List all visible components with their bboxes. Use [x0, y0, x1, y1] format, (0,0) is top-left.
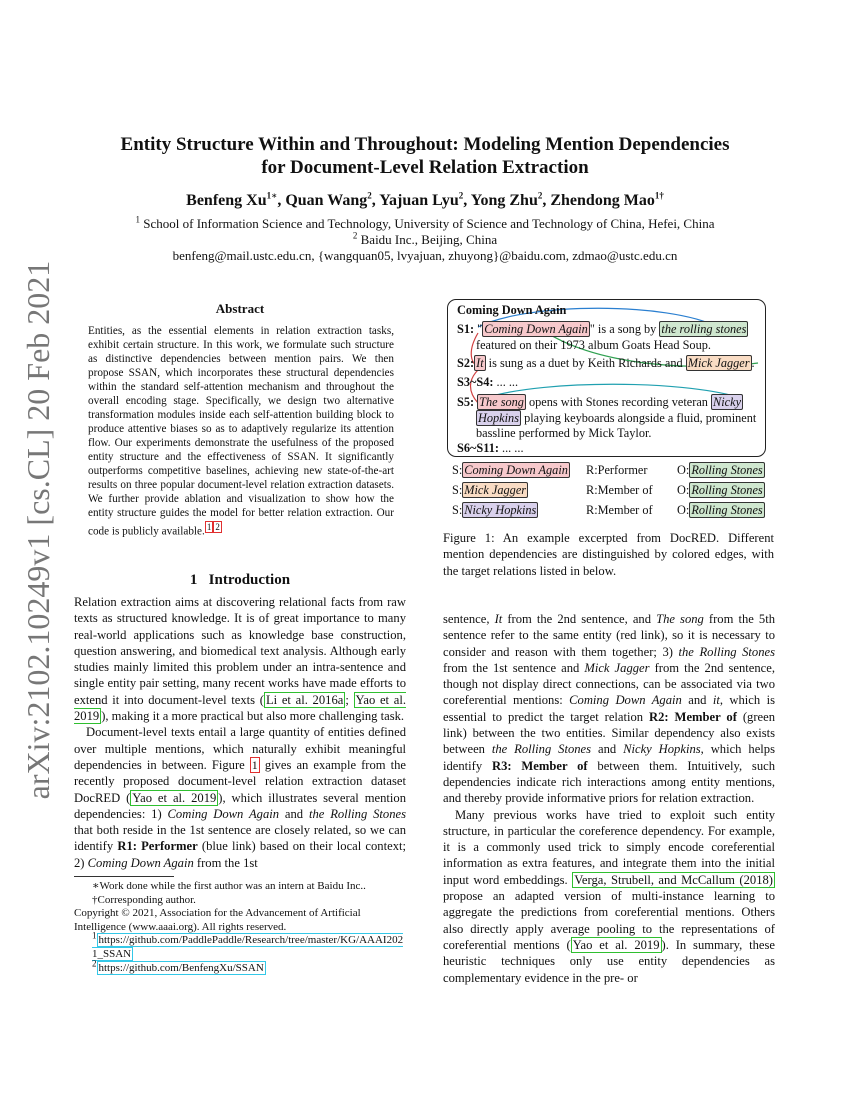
mention-the-song: The song: [479, 395, 524, 409]
object: Rolling Stones: [691, 483, 763, 497]
section-number: 1: [189, 572, 198, 588]
text: Many previous works have tried to exploit such entity structure, in particular the coreference dependency. For example, it is a commonly used trick to simply encode coreferential information as extra features, and integrate them into the initial input word embeddings.: [443, 807, 775, 887]
intro-paragraph-1: [74, 594, 406, 724]
relation-label: R:Member of: [586, 483, 653, 497]
relation-object: [677, 503, 765, 518]
text: and: [591, 742, 624, 757]
figure-ref[interactable]: 1: [251, 757, 258, 772]
footnote-2: [74, 957, 406, 976]
author-sup: 2: [367, 190, 372, 201]
footnote-star: ∗Work done while the first author was an intern at Baidu Inc..: [92, 880, 366, 892]
citation-verga[interactable]: Verga, Strubell, and McCallum (2018): [574, 872, 773, 887]
text: ;: [345, 692, 354, 707]
text: is sung as a duet by Keith Richards and: [485, 356, 686, 370]
email-line: benfeng@mail.ustc.edu.cn, {wangquan05, lvyajuan, zhuyong}@baidu.com, zdmao@ustc.edu.cn: [172, 248, 678, 263]
footnote-1-url[interactable]: https://github.com/PaddlePaddle/Research/tree/master/KG/AAAI2021_SSAN: [92, 934, 404, 960]
relation-row: [452, 503, 538, 518]
text: Relation extraction aims at discovering relational facts from raw texts as structured knowledge. It is of great importance to many real-world applications such as knowledge base construction, question answering, and biomedical text analysis. Although early studies mainly limited this problem under an intra-sentence and single entity pair setting, many recent works have made efforts to extend it into document-level texts (: [74, 595, 406, 707]
text: , which helps identify: [443, 742, 775, 773]
author-sup: 2: [537, 190, 543, 201]
relation-label: R:Performer: [586, 463, 648, 477]
text: Coming Down Again: [167, 806, 280, 821]
relation-row: [452, 463, 570, 478]
footnote-dagger: †Corresponding author.: [92, 893, 196, 906]
figure-s1: [457, 322, 748, 338]
object: Rolling Stones: [691, 503, 763, 517]
figure-s6: [457, 441, 524, 457]
text: ... ...: [498, 441, 524, 455]
abstract-body: [88, 324, 394, 539]
footnote-rule: [74, 876, 174, 877]
text: .: [751, 356, 755, 370]
text: gives an example from the recently proposed document-level relation extraction dataset DocRED (: [74, 757, 406, 805]
text: S:: [452, 463, 463, 477]
text: Mick Jagger: [584, 660, 650, 675]
citation-yao[interactable]: Yao et al. 2019: [74, 692, 406, 724]
figure-s5-cont-2: bassline performed by Mick Taylor.: [476, 426, 652, 440]
citation-yao[interactable]: Yao et al. 2019: [132, 790, 217, 805]
text: and: [681, 693, 713, 708]
author: Benfeng Xu: [186, 192, 267, 209]
text: ). In summary, these heuristic techniques only use entity dependencies as complementary evidence in the pre- or: [443, 937, 775, 985]
mention-rolling-stones: the rolling stones: [661, 322, 747, 336]
text: the Rolling Stones: [308, 806, 406, 821]
relation-object: [677, 483, 765, 498]
text: playing keyboards alongside a fluid, prominent: [521, 411, 757, 425]
text: from the 1st: [193, 855, 258, 870]
text: O:: [677, 483, 690, 497]
text: ), making it a more practical but also more challenging task.: [101, 709, 405, 724]
text: S:: [452, 503, 463, 517]
text: (blue link) based on their local context; 2): [74, 839, 406, 870]
right-paragraph-2: [443, 807, 775, 986]
text: sentence,: [443, 612, 495, 626]
figure-1-box: [447, 299, 766, 457]
text: from the 1st sentence and: [443, 660, 585, 675]
mention-mick-jagger: Mick Jagger: [687, 356, 750, 370]
text: from the 2nd sentence, and: [502, 612, 657, 626]
arxiv-sidebar-id: arXiv:2102.10249v1 [cs.CL] 20 Feb 2021: [20, 260, 56, 800]
figure-s1-cont: featured on their 1973 album Goats Head Soup.: [476, 338, 711, 352]
text: O:: [677, 463, 690, 477]
aff-sup: 2: [352, 230, 358, 241]
subject: Coming Down Again: [464, 463, 568, 477]
author-sup: 1†: [654, 190, 664, 201]
text: ": [477, 322, 483, 336]
text: opens with Stones recording veteran: [525, 395, 712, 409]
text: the Rolling Stones: [678, 644, 775, 659]
text: it: [712, 693, 720, 708]
text: Document-level texts entail a large quantity of entities defined over multiple mentions, which naturally exhibit meaningful dependencies in between. Figure: [74, 725, 406, 772]
section-heading: [74, 572, 406, 589]
author: Zhendong Mao: [550, 192, 655, 209]
mention-hopkins: Hopkins: [478, 411, 519, 425]
relation-row: [452, 483, 528, 498]
relation-label: R:Member of: [586, 503, 653, 517]
intro-paragraph-2: [74, 724, 406, 871]
text: Nicky Hopkins: [623, 742, 701, 757]
figure-s3: [457, 375, 518, 391]
fn-num: 1: [92, 930, 97, 941]
text: R2: Member of: [649, 709, 737, 724]
text: " is a song by: [589, 322, 660, 336]
text: and: [279, 806, 309, 821]
text: propose an adapted version of multi-instance learning to aggregate the predictions from coreferential mentions. Others also directly apply average pooling to the representations of coreferential mentions (: [443, 889, 775, 952]
footnote-link-1[interactable]: 1: [206, 522, 212, 532]
figure-caption: Figure 1: An example excerpted from DocRED. Different mention dependencies are distinguished by colored edges, with the target relations listed in below.: [443, 531, 774, 578]
footnotes: [74, 880, 406, 975]
figure-s2: [457, 356, 755, 372]
author-sup: 2: [458, 190, 464, 201]
affiliation-2: [80, 232, 770, 248]
citation-yao[interactable]: Yao et al. 2019: [572, 937, 660, 952]
intro-right-column: [443, 611, 775, 986]
abstract-text: Entities, as the essential elements in relation extraction tasks, exhibit certain structure. In this work, we formulate such structure as distinctive dependencies between mention pairs. We then propose SSAN, which incorporates these structural dependencies within the standard self-attention mechanism and throughout the overall encoding stage. Specifically, we design two alternative transformation modules inside each self-attention building block to produce attentive biases so as to adaptively regularize its attention flow. Our experiments demonstrate the usefulness of the proposed entity structure and the effectiveness of SSAN. It significantly outperforms competitive baselines, achieving new state-of-the-art results on three popular document-level relation extraction datasets. We further provide ablation and visualization to show how the entity structure guides the model for better relation extraction. Our code is publicly available.: [88, 325, 394, 538]
figure-s5: [457, 395, 743, 411]
author: Yajuan Lyu: [379, 192, 459, 209]
subject: Nicky Hopkins: [464, 503, 537, 517]
s-label: S3~S4:: [457, 375, 494, 389]
text: The song: [656, 612, 704, 626]
text: S:: [452, 483, 463, 497]
text: from the 5th sentence refer to the same entity (red link), so it is necessary to consider and reason with them together; 3): [443, 612, 775, 659]
text: O:: [677, 503, 690, 517]
s-label: S2:: [457, 356, 475, 370]
footnote-1: [74, 930, 406, 961]
text: It: [494, 612, 503, 626]
aff-sup: 1: [135, 214, 140, 225]
text: from the 2nd sentence, though not display direct connections, can be associated via two coreferential mentions:: [443, 660, 775, 708]
text: between them. Intuitively, such dependencies indicate rich interactions among entity mentions, and thereby provide informative priors for relation extraction.: [443, 758, 776, 806]
section-title: Introduction: [208, 572, 291, 588]
citation-li[interactable]: Li et al. 2016a: [265, 692, 344, 707]
abstract-heading: Abstract: [215, 301, 265, 316]
mention-coming-down-again: Coming Down Again: [484, 322, 588, 336]
mention-nicky: Nicky: [713, 395, 742, 409]
author: Quan Wang: [285, 192, 368, 209]
author-sup: 1∗: [266, 190, 278, 201]
right-paragraph-1: [443, 611, 775, 807]
text: the Rolling Stones: [491, 742, 592, 757]
mention-it: It: [476, 356, 484, 370]
author: Yong Zhu: [470, 192, 538, 209]
text: Coming Down Again: [87, 855, 194, 870]
text: ), which illustrates several mention dependencies: 1): [74, 790, 406, 821]
figure-s5-cont: [476, 411, 756, 427]
text: R3: Member of: [491, 758, 588, 773]
text: Coming Down Again: [569, 693, 682, 708]
affiliation-text: School of Information Science and Technology, University of Science and Technology of China, Hefei, China: [143, 216, 715, 231]
paper-title: [80, 133, 770, 179]
figure-doc-title: Coming Down Again: [457, 303, 567, 317]
subject: Mick Jagger: [464, 483, 527, 497]
author-list: Benfeng $Xu^{1∗}$, Quan Wang$^2$, Yajuan Lyu$^2$, Yong Zhu$^2$, Zhendong Mao$^{1\dagger}$: [186, 190, 664, 209]
s-label: S1:: [457, 322, 475, 336]
title-line-2: for Document-Level Relation Extraction: [261, 157, 589, 178]
s-label: S5:: [457, 395, 475, 409]
fn-num: 2: [92, 957, 97, 968]
text: ... ...: [493, 375, 519, 389]
footnote-link-2[interactable]: 2: [215, 522, 220, 532]
object: Rolling Stones: [691, 463, 763, 477]
text: R1: Performer: [117, 839, 198, 854]
relation-object: [677, 463, 765, 478]
copyright: Copyright © 2021, Association for the Advancement of Artificial Intelligence (www.aaai.org). All rights reserved.: [74, 907, 361, 933]
affiliation-text: Baidu Inc., Beijing, China: [360, 232, 498, 247]
title-line-1: Entity Structure Within and Throughout: Modeling Mention Dependencies: [120, 134, 730, 155]
intro-left-column: [74, 594, 406, 871]
text: (green link) between the two entities. Similar dependency also exists between: [443, 709, 776, 757]
s-label: S6~S11:: [457, 441, 499, 455]
text: , which is essential to predict the target relation: [443, 693, 776, 724]
affiliation-1: [80, 216, 770, 232]
footnote-2-url[interactable]: https://github.com/BenfengXu/SSAN: [98, 961, 264, 974]
text: that both reside in the 1st sentence are closely related, so we can identify: [74, 823, 406, 854]
